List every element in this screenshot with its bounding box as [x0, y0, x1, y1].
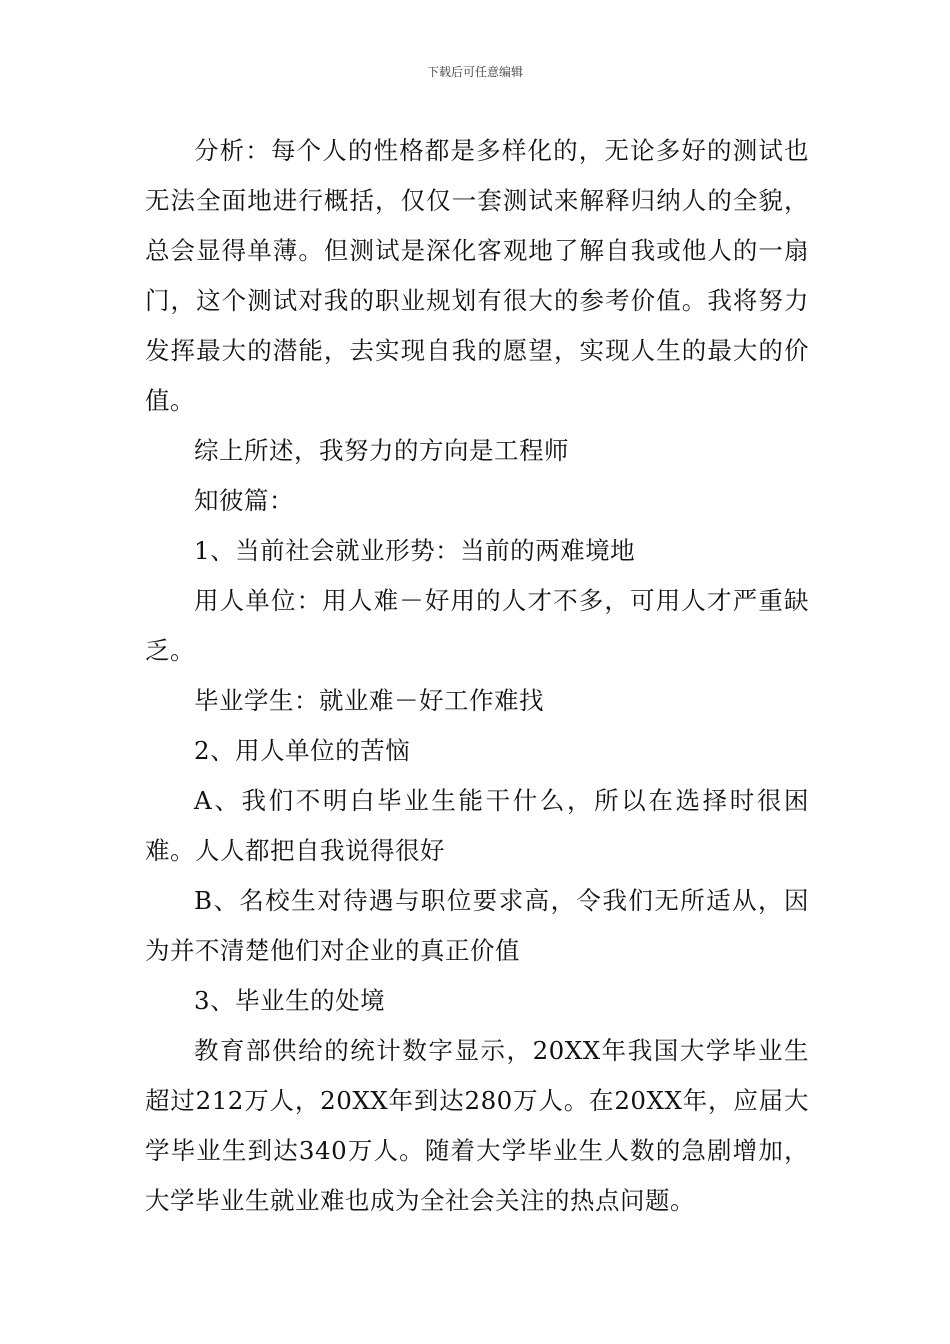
paragraph-analysis: 分析：每个人的性格都是多样化的，无论多好的测试也无法全面地进行概括，仅仅一套测试来解释归纳人的全貌，总会显得单薄。但测试是深化客观地了解自我或他人的一扇门，这个测试对我的职业规划有很大的参考价值。我将努力发挥最大的潜能，去实现自我的愿望，实现人生的最大的价值。 — [145, 136, 809, 415]
document-body — [145, 126, 809, 1226]
list-item-3: 3、毕业生的处境 — [194, 986, 386, 1015]
paragraph-point-a: A、我们不明白毕业生能干什么，所以在选择时很困难。人人都把自我说得很好 — [145, 786, 809, 865]
paragraph-graduates: 毕业学生：就业难－好工作难找 — [194, 686, 544, 715]
paragraph-point-b: B、名校生对待遇与职位要求高，令我们无所适从，因为并不清楚他们对企业的真正价值 — [145, 886, 809, 965]
section-heading-zhibi: 知彼篇： — [194, 486, 294, 515]
paragraph-statistics: 教育部供给的统计数字显示，20XX年我国大学毕业生超过212万人，20XX年到达280万人。在20XX年，应届大学毕业生到达340万人。随着大学毕业生人数的急剧增加，大学毕业生就业难也成为全社会关注的热点问题。 — [145, 1036, 809, 1215]
page-header: 下载后可任意编辑 — [426, 65, 523, 79]
list-item-1: 1、当前社会就业形势：当前的两难境地 — [194, 536, 636, 565]
list-item-2: 2、用人单位的苦恼 — [194, 736, 411, 765]
paragraph-summary: 综上所述，我努力的方向是工程师 — [194, 436, 569, 465]
paragraph-employers: 用人单位：用人难－好用的人才不多，可用人才严重缺乏。 — [145, 586, 809, 665]
